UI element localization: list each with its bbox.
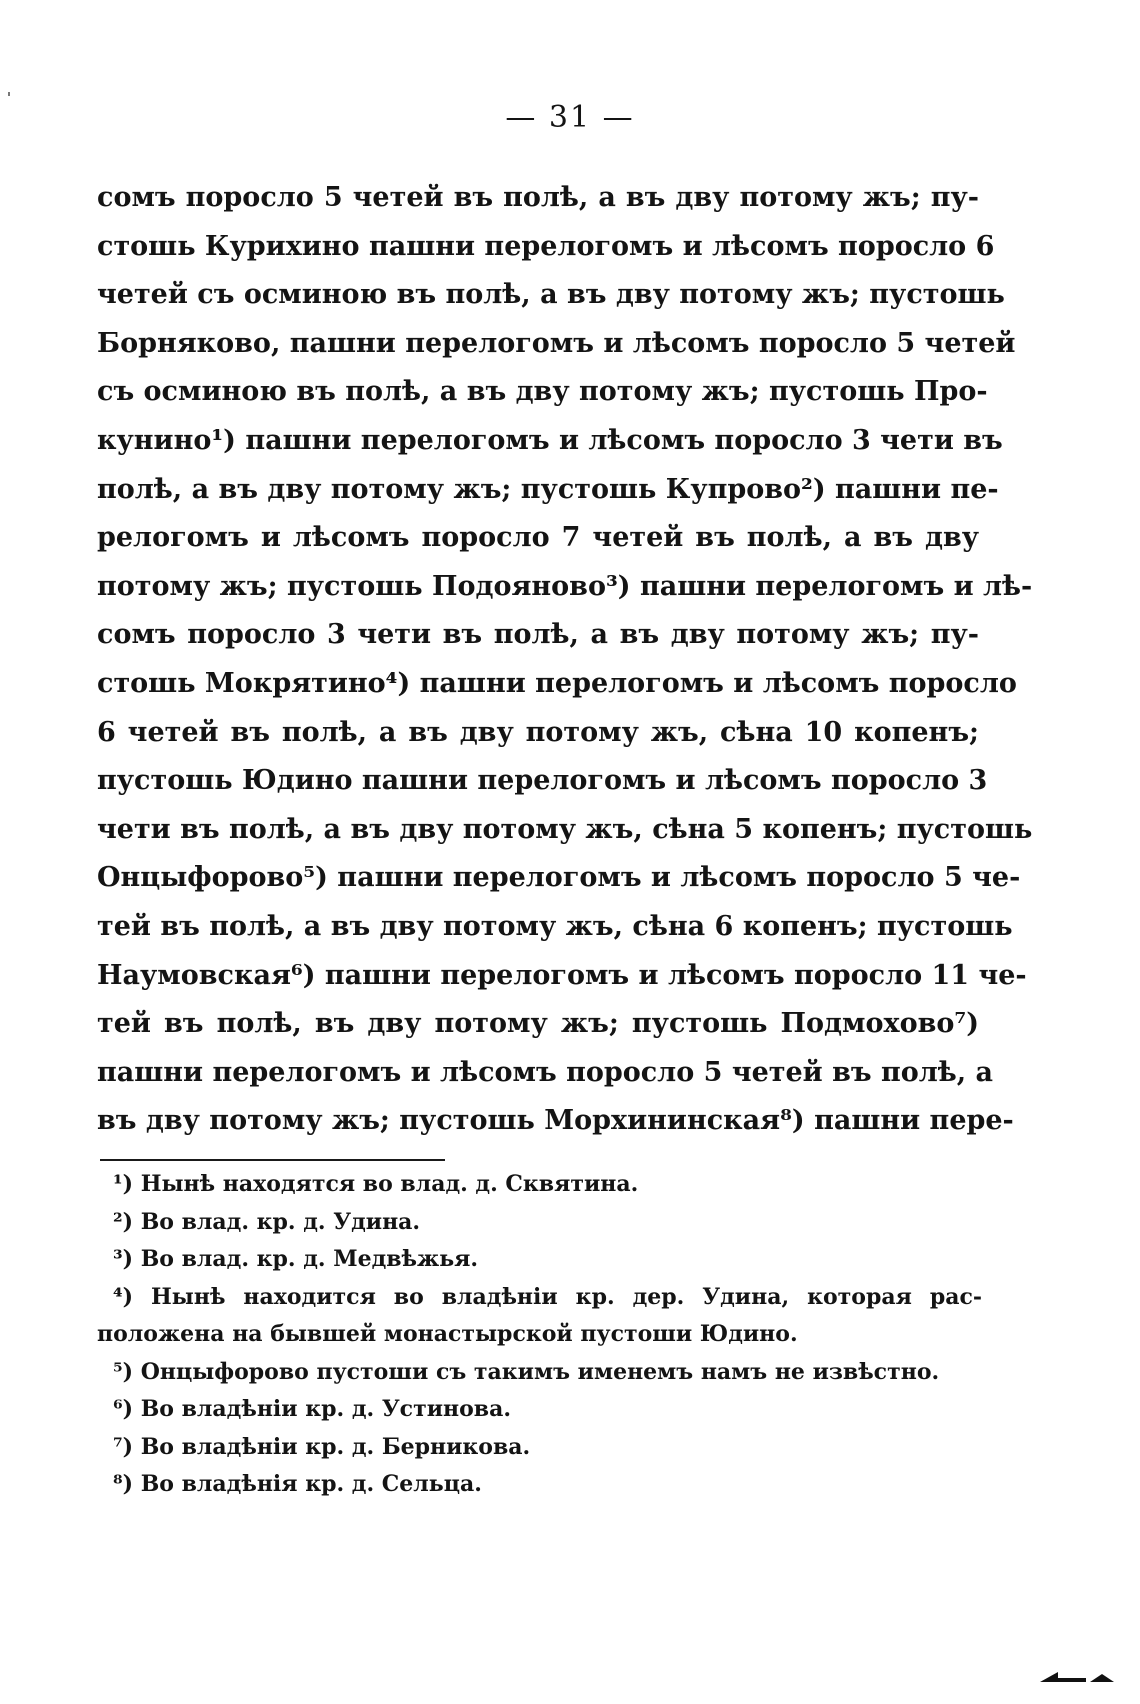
body-line: пустошь Юдино пашни перелогомъ и лѣсомъ поросло 3 — [97, 765, 988, 797]
body-line: Борняково, пашни перелогомъ и лѣсомъ поросло 5 четей — [97, 327, 1016, 359]
body-line: стошь Мокрятино⁴) пашни перелогомъ и лѣсомъ поросло — [97, 667, 1017, 699]
body-line: релогомъ и лѣсомъ поросло 7 четей въ полѣ, а въ дву — [97, 522, 979, 554]
body-line: тей въ полѣ, а въ дву потому жъ, сѣна 6 копенъ; пустошь — [97, 910, 1013, 942]
corner-arrow-icon — [1040, 1664, 1120, 1684]
footnote-2: ²) Во влад. кр. д. Удина. — [113, 1208, 421, 1235]
body-text — [97, 174, 1033, 1146]
footnote-8: ⁸) Во владѣнія кр. д. Сельца. — [113, 1471, 482, 1497]
footnote-divider — [100, 1159, 445, 1161]
footnote-7: ⁷) Во владѣніи кр. д. Берникова. — [113, 1433, 531, 1460]
body-line: сомъ поросло 5 четей въ полѣ, а въ дву потому жъ; пу- — [97, 182, 979, 213]
footnote-1: ¹) Нынѣ находятся во влад. д. Сквятина. — [113, 1171, 639, 1197]
body-line: Онцыфорово⁵) пашни перелогомъ и лѣсомъ поросло 5 че- — [97, 862, 1021, 894]
footnotes — [97, 1166, 982, 1504]
footnote-6: ⁶) Во владѣніи кр. д. Устинова. — [113, 1396, 511, 1422]
body-line: полѣ, а въ дву потому жъ; пустошь Купрово²) пашни пе- — [97, 473, 999, 505]
page-number: — 31 — — [505, 100, 635, 135]
body-line: 6 четей въ полѣ, а въ дву потому жъ, сѣна 10 копенъ; — [97, 716, 979, 748]
footnote-3: ³) Во влад. кр. д. Медвѣжья. — [113, 1246, 479, 1272]
body-line: пашни перелогомъ и лѣсомъ поросло 5 четей въ полѣ, а — [97, 1056, 994, 1088]
body-line: тей въ полѣ, въ дву потому жъ; пустошь Подмохово⁷) — [97, 1008, 979, 1040]
body-line: съ осминою въ полѣ, а въ дву потому жъ; пустошь Про- — [97, 376, 988, 408]
footnote-5: ⁵) Онцыфорово пустоши съ такимъ именемъ намъ не извѣстно. — [113, 1358, 940, 1385]
body-line: кунино¹) пашни перелогомъ и лѣсомъ поросло 3 чети въ — [97, 424, 1003, 456]
body-line: потому жъ; пустошь Подояново³) пашни перелогомъ и лѣ- — [97, 570, 1033, 602]
scan-speck — [8, 92, 10, 96]
body-line: Наумовская⁶) пашни перелогомъ и лѣсомъ поросло 11 че- — [97, 959, 1027, 991]
body-line: чети въ полѣ, а въ дву потому жъ, сѣна 5 копенъ; пустошь — [97, 813, 1033, 845]
body-line: четей съ осминою въ полѣ, а въ дву потому жъ; пустошь — [97, 279, 1005, 311]
body-line: стошь Курихино пашни перелогомъ и лѣсомъ поросло 6 — [97, 230, 995, 262]
body-line: сомъ поросло 3 чети въ полѣ, а въ дву потому жъ; пу- — [97, 619, 979, 651]
footnote-4: ⁴) Нынѣ находится во владѣніи кр. дер. Удина, которая рас- — [113, 1283, 982, 1310]
footnote-4-continuation: положена на бывшей монастырской пустоши Юдино. — [97, 1321, 798, 1347]
body-line: въ дву потому жъ; пустошь Морхининская⁸) пашни пере- — [97, 1105, 1014, 1137]
